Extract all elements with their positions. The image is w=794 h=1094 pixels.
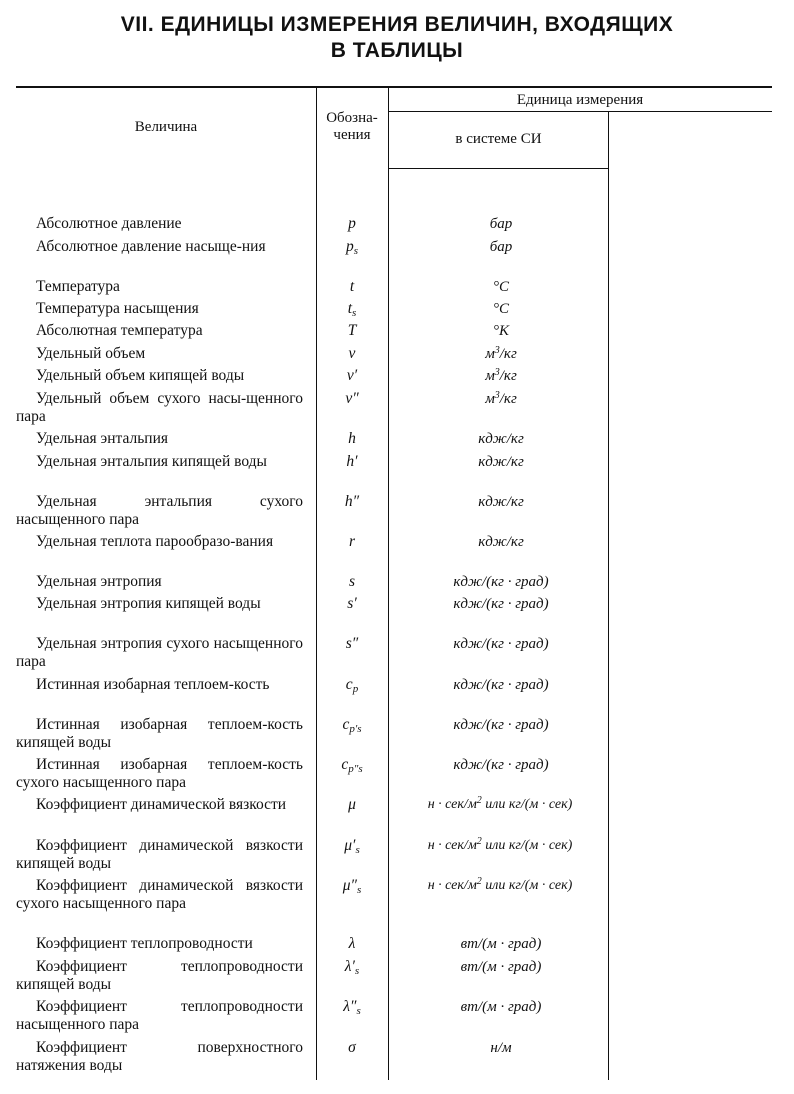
- symbol-base: T: [347, 322, 357, 339]
- quantity-cell: Абсолютная температура: [36, 322, 203, 339]
- quantity-cell: Коэффициент динамической вязкости сухого насыщенного пара: [16, 877, 303, 912]
- symbol-base: c: [342, 716, 350, 733]
- quantity-cell: Удельная теплота парообразо-вания: [36, 533, 274, 550]
- quantity-cell: Коэффициент теплопроводности насыщенного пара: [16, 998, 303, 1033]
- unit-group-rule: [388, 111, 772, 112]
- unit-cell: кдж/(кг · град): [453, 596, 549, 612]
- symbol-subscript: s: [354, 965, 360, 977]
- symbol-cell: [318, 595, 386, 613]
- symbol-cell: [318, 278, 386, 296]
- symbol-base: r: [348, 533, 356, 550]
- symbol-cell: [318, 430, 386, 448]
- column-divider-left: [316, 88, 317, 1080]
- symbol-subscript: p″s: [348, 763, 363, 775]
- symbol-base: λ′: [344, 958, 355, 975]
- quantity-cell: Удельная энтропия кипящей воды: [36, 595, 261, 612]
- quantity-cell: Коэффициент теплопроводности: [36, 935, 253, 952]
- symbol-cell: [318, 300, 386, 318]
- symbol-base: μ″: [342, 877, 357, 894]
- quantity-cell: Температура: [36, 278, 120, 295]
- symbol-base: μ′: [344, 837, 356, 854]
- symbol-base: h″: [344, 493, 360, 510]
- header-quantity: Величина: [134, 119, 198, 135]
- unit-cell: н · сек/$м^2$ или кг/(м · сек): [427, 876, 573, 893]
- header-symbol-line-2: чения: [333, 127, 371, 143]
- unit-cell: кдж/(кг · град): [453, 757, 549, 773]
- table-top-rule: [16, 86, 772, 88]
- symbol-cell: [318, 345, 386, 363]
- symbol-cell: [318, 635, 386, 653]
- symbol-cell: [318, 837, 386, 855]
- quantity-cell: Коэффициент динамической вязкости: [36, 796, 287, 813]
- unit-cell: вт/(м · град): [460, 936, 542, 952]
- symbol-cell: [318, 998, 386, 1016]
- header-unit-si: в системе СИ: [455, 131, 542, 147]
- unit-cell: кдж/кг: [478, 494, 524, 510]
- symbol-base: h: [348, 430, 356, 447]
- symbol-cell: [318, 958, 386, 976]
- symbol-cell: [318, 877, 386, 895]
- symbol-cell: [318, 796, 386, 814]
- symbol-cell: [318, 238, 386, 256]
- unit-cell: $м^3/кг$: [485, 345, 517, 362]
- symbol-base: s′: [347, 595, 357, 612]
- quantity-cell: Истинная изобарная теплоем-кость кипящей воды: [16, 716, 303, 751]
- quantity-cell: Истинная изобарная теплоем-кость: [36, 676, 270, 693]
- symbol-base: h′: [346, 453, 358, 470]
- quantity-cell: Удельная энтальпия сухого насыщенного пара: [16, 493, 303, 528]
- title-line-2: В ТАБЛИЦЫ: [330, 39, 464, 62]
- symbol-base: c: [341, 756, 349, 773]
- unit-cell: кдж/(кг · град): [453, 636, 549, 652]
- symbol-cell: [318, 756, 386, 774]
- header-symbol: [316, 110, 388, 144]
- symbol-base: v″: [345, 390, 359, 407]
- symbol-base: t: [349, 278, 355, 295]
- quantity-cell: Коэффициент динамической вязкости кипящей воды: [16, 837, 303, 872]
- symbol-base: p: [348, 215, 356, 232]
- quantity-cell: Удельный объем сухого насы-щенного пара: [16, 390, 303, 425]
- unit-cell: кдж/(кг · град): [453, 677, 549, 693]
- unit-cell: бар: [489, 216, 513, 232]
- header-unit-group: Единица измерения: [516, 92, 644, 108]
- symbol-cell: [318, 935, 386, 953]
- quantity-cell: Удельная энтальпия: [36, 430, 168, 447]
- quantity-cell: Температура насыщения: [36, 300, 199, 317]
- unit-cell: н · сек/$м^2$ или кг/(м · сек): [427, 836, 573, 853]
- quantity-cell: Удельная энтальпия кипящей воды: [36, 453, 267, 470]
- symbol-base: v: [348, 345, 356, 362]
- symbol-base: λ″: [343, 998, 357, 1015]
- symbol-base: v′: [346, 367, 358, 384]
- symbol-base: c: [345, 676, 353, 693]
- unit-cell: кдж/кг: [478, 534, 524, 550]
- symbol-subscript: s: [356, 1005, 361, 1017]
- quantity-cell: Истинная изобарная теплоем-кость сухого насыщенного пара: [16, 756, 303, 791]
- symbol-subscript: p′s: [349, 723, 362, 735]
- title-line-1: VII. ЕДИНИЦЫ ИЗМЕРЕНИЯ ВЕЛИЧИН, ВХОДЯЩИХ: [120, 13, 674, 36]
- unit-cell: °C: [492, 279, 509, 295]
- symbol-base: s: [348, 573, 356, 590]
- quantity-cell: Удельная энтропия: [36, 573, 162, 590]
- header-bottom-rule: [388, 168, 609, 169]
- symbol-cell: [318, 573, 386, 591]
- symbol-subscript: p: [352, 683, 359, 695]
- symbol-base: t: [347, 300, 353, 317]
- quantity-cell: Удельный объем: [36, 345, 146, 362]
- unit-cell: $м^3/кг$: [485, 390, 517, 407]
- symbol-subscript: s: [353, 245, 359, 257]
- quantity-cell: Абсолютное давление: [36, 215, 182, 232]
- unit-cell: кдж/кг: [478, 454, 524, 470]
- unit-cell: вт/(м · град): [460, 999, 542, 1015]
- unit-cell: кдж/(кг · град): [453, 574, 549, 590]
- symbol-cell: [318, 1039, 386, 1057]
- quantity-cell: Коэффициент поверхностного натяжения воды: [16, 1039, 303, 1074]
- unit-cell: бар: [489, 239, 513, 255]
- symbol-cell: [318, 215, 386, 233]
- page-title: [0, 12, 794, 64]
- symbol-base: p: [345, 238, 354, 255]
- unit-cell: вт/(м · град): [460, 959, 542, 975]
- symbol-base: s″: [345, 635, 359, 652]
- header-symbol-line-1: Обозна-: [326, 110, 378, 126]
- symbol-subscript: s: [356, 884, 362, 896]
- symbol-base: μ: [348, 796, 356, 813]
- symbol-base: σ: [348, 1039, 356, 1056]
- quantity-cell: Коэффициент теплопроводности кипящей воды: [16, 958, 303, 993]
- unit-cell: н · сек/$м^2$ или кг/(м · сек): [427, 795, 573, 812]
- quantity-cell: Удельная энтропия сухого насыщенного пара: [16, 635, 303, 670]
- symbol-cell: [318, 493, 386, 511]
- unit-cell: н/м: [490, 1040, 512, 1056]
- unit-cell: кдж/кг: [478, 431, 524, 447]
- symbol-base: λ: [348, 935, 356, 952]
- symbol-cell: [318, 716, 386, 734]
- unit-cell: $м^3/кг$: [485, 367, 517, 384]
- symbol-cell: [318, 322, 386, 340]
- symbol-cell: [318, 367, 386, 385]
- symbol-subscript: s: [355, 844, 360, 856]
- symbol-cell: [318, 676, 386, 694]
- unit-cell: °K: [492, 323, 509, 339]
- unit-cell: кдж/(кг · град): [453, 717, 549, 733]
- symbol-cell: [318, 390, 386, 408]
- symbol-cell: [318, 453, 386, 471]
- quantity-cell: Абсолютное давление насыще-ния: [36, 238, 266, 255]
- symbol-cell: [318, 533, 386, 551]
- symbol-subscript: s: [352, 307, 357, 319]
- unit-cell: °C: [492, 301, 509, 317]
- quantity-cell: Удельный объем кипящей воды: [36, 367, 245, 384]
